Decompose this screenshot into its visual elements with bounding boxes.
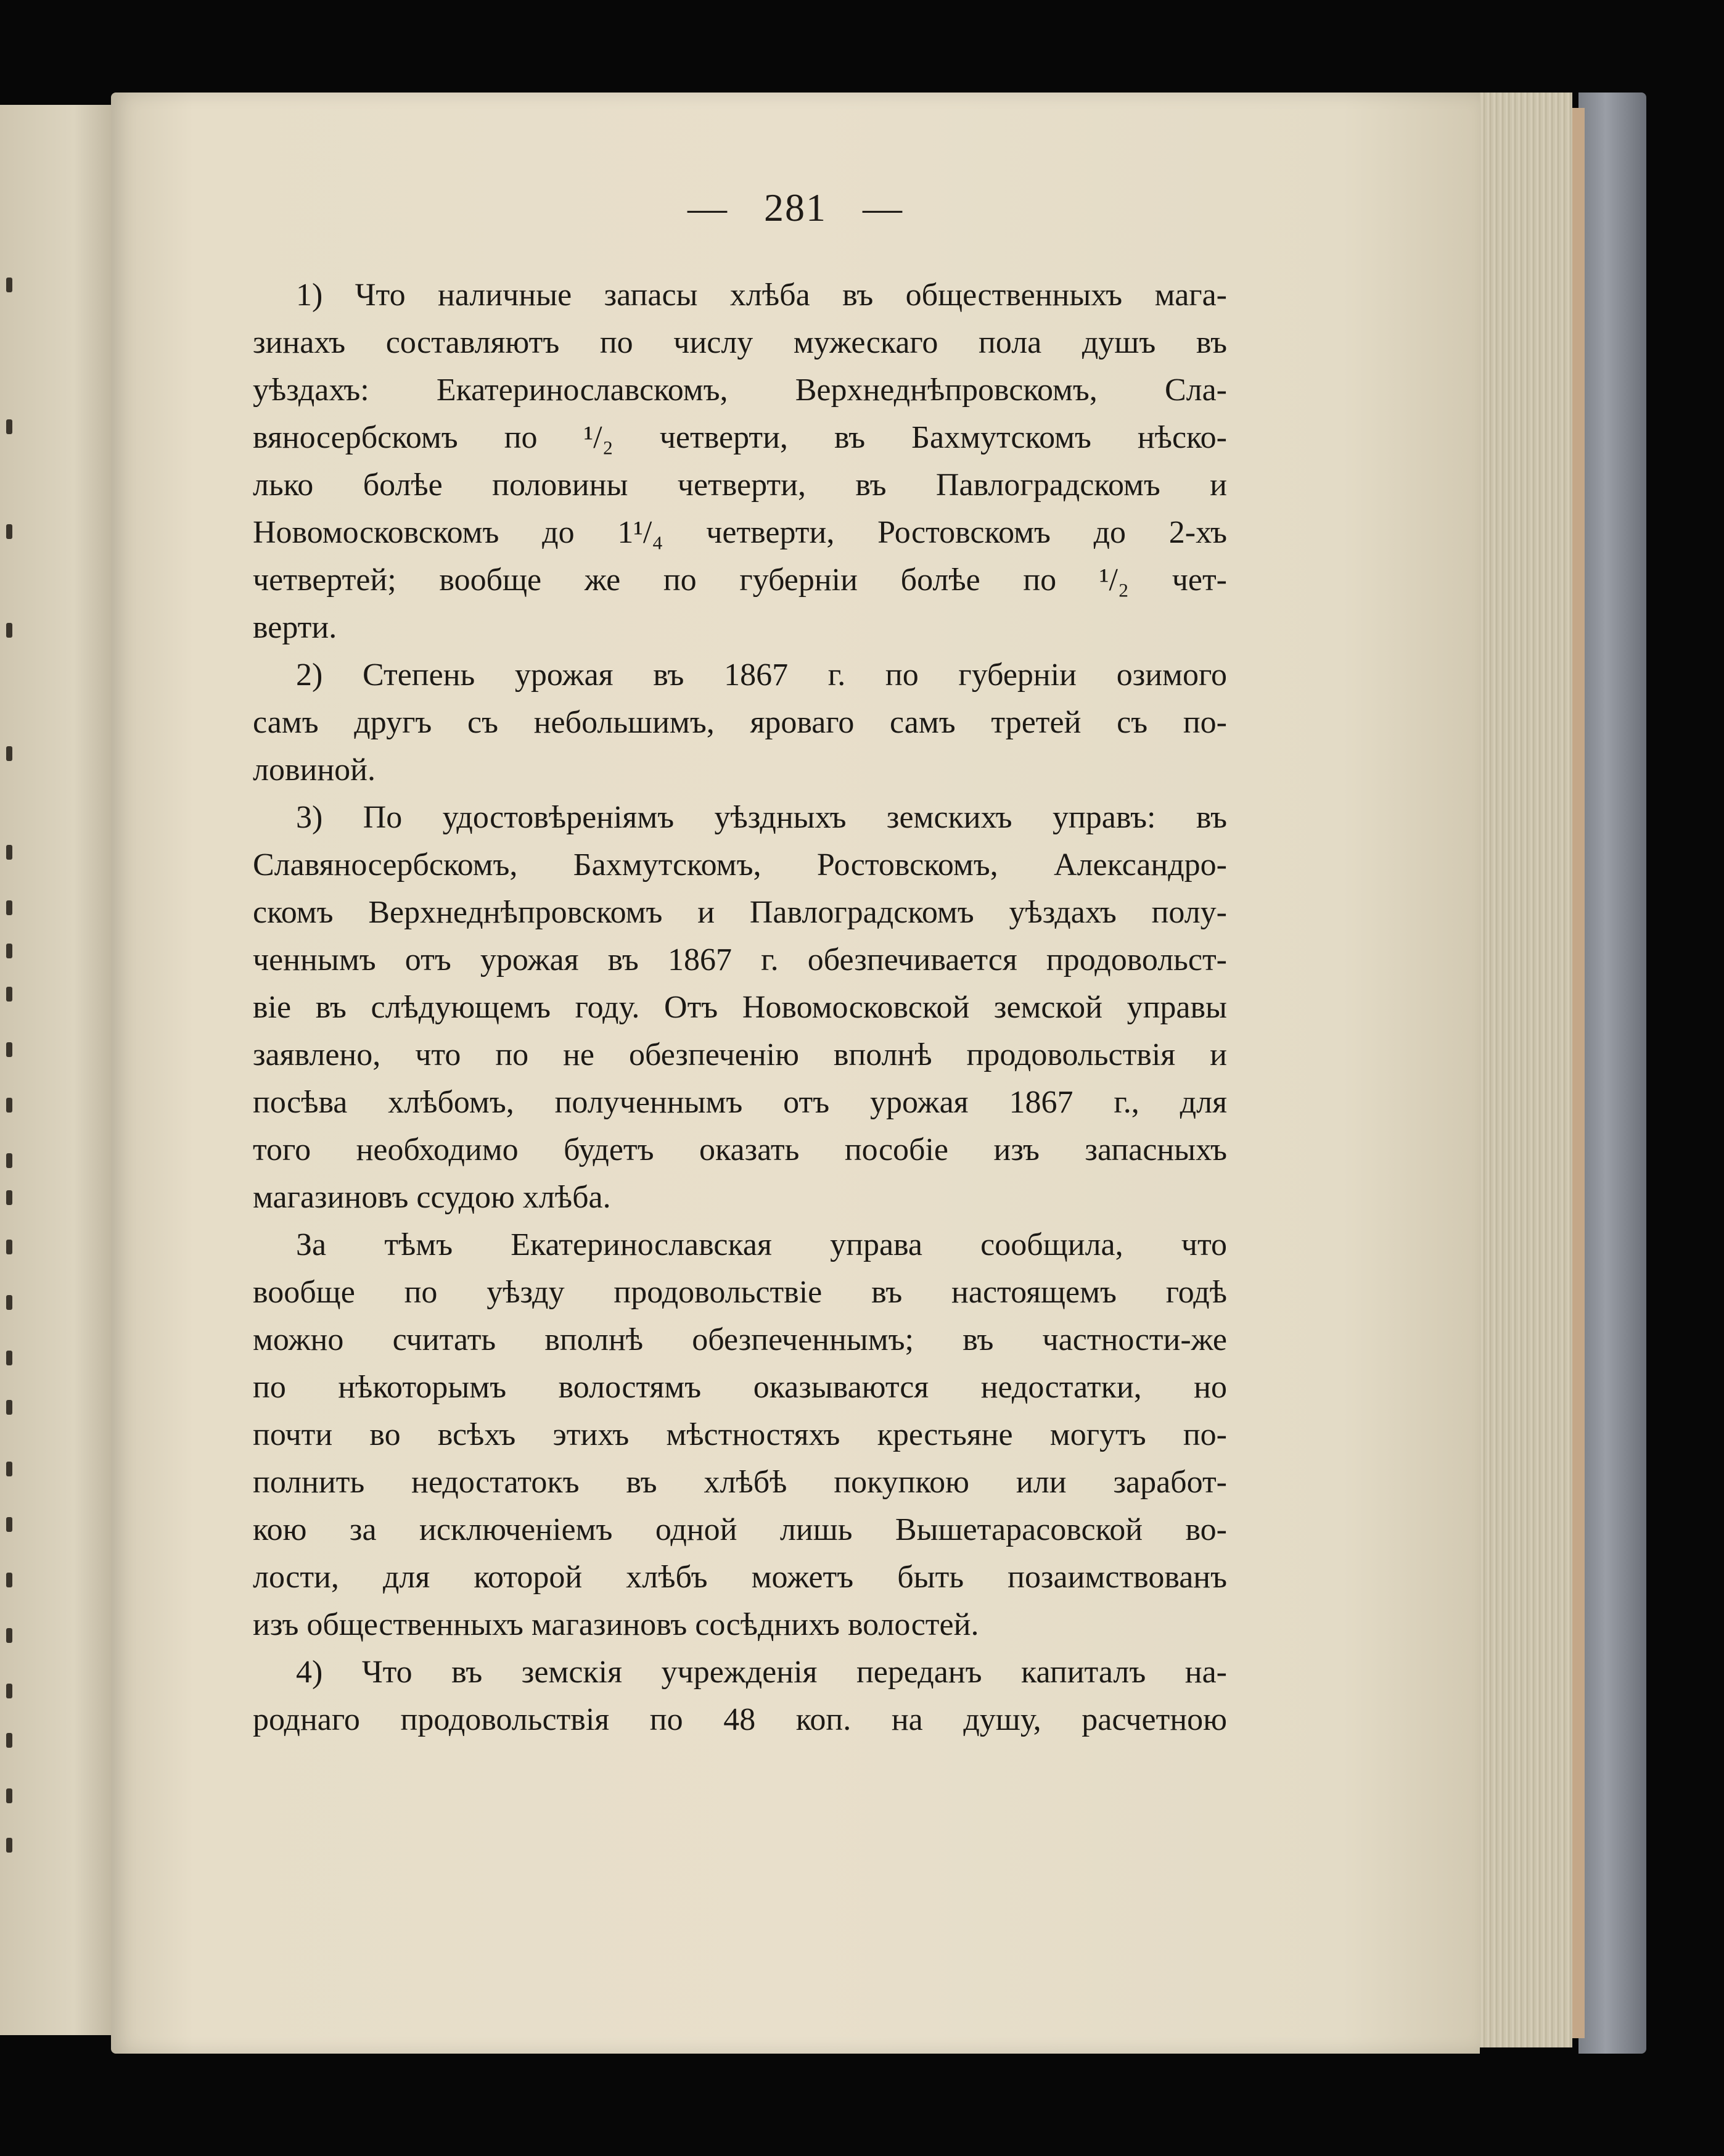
previous-page-text-fragments: [0, 105, 37, 2035]
header-dash-right: —: [863, 186, 903, 229]
text-line: вяносербскомъ по ¹/₂ четверти, въ Бахмутскомъ нѣско-: [253, 420, 1227, 455]
text-line: 1) Что наличные запасы хлѣба въ общественныхъ мага-: [296, 278, 1227, 313]
header-dash-left: —: [688, 186, 728, 229]
text-line: Славяносербскомъ, Бахмутскомъ, Ростовскомъ, Александро-: [253, 847, 1227, 883]
text-line: 4) Что въ земскія учрежденія переданъ капиталъ на-: [296, 1655, 1227, 1690]
text-line: кою за исключеніемъ одной лишь Вышетарасовской во-: [253, 1512, 1227, 1547]
text-line: того необходимо будетъ оказать пособіе изъ запасныхъ: [253, 1132, 1227, 1167]
text-line: лости, для которой хлѣбъ можетъ быть позаимствованъ: [253, 1560, 1227, 1595]
paragraph-5: [253, 1648, 1227, 1743]
text-line: лько болѣе половины четверти, въ Павлоградскомъ и: [253, 467, 1227, 503]
paragraph-2: [253, 651, 1227, 794]
page-fore-edge: [1474, 93, 1572, 2047]
text-line: полнить недостатокъ въ хлѣбѣ покупкою или заработ-: [253, 1465, 1227, 1500]
text-line: почти во всѣхъ этихъ мѣстностяхъ крестьяне могутъ по-: [253, 1417, 1227, 1452]
page-header: [111, 185, 1480, 241]
text-line: вообще по уѣзду продовольствіе въ настоящемъ годѣ: [253, 1275, 1227, 1310]
paragraph-4: [253, 1221, 1227, 1648]
text-line: ченнымъ отъ урожая въ 1867 г. обезпечивается продовольст-: [253, 942, 1227, 977]
text-line: магазиновъ ссудою хлѣба.: [253, 1180, 611, 1215]
previous-page-edge: [0, 105, 123, 2035]
text-line: роднаго продовольствія по 48 коп. на душу, расчетною: [253, 1702, 1227, 1737]
book-cover-edge: [1578, 93, 1646, 2054]
text-line: скомъ Верхнеднѣпровскомъ и Павлоградскомъ уѣздахъ полу-: [253, 895, 1227, 930]
text-line: Новомосковскомъ до 1¹/₄ четверти, Ростовскомъ до 2-хъ: [253, 515, 1227, 550]
text-line: четвертей; вообще же по губерніи болѣе по ¹/₂ чет-: [253, 562, 1227, 598]
text-line: по нѣкоторымъ волостямъ оказываются недостатки, но: [253, 1370, 1227, 1405]
text-line: верти.: [253, 610, 337, 645]
page-number: 281: [764, 186, 827, 229]
text-line: заявлено, что по не обезпеченію вполнѣ продовольствія и: [253, 1037, 1227, 1072]
text-line: можно считать вполнѣ обезпеченнымъ; въ частности-же: [253, 1322, 1227, 1357]
text-line: ловиной.: [253, 752, 376, 788]
page-body-text: [253, 271, 1227, 1743]
text-line: уѣздахъ: Екатеринославскомъ, Верхнеднѣпровскомъ, Сла-: [253, 372, 1227, 408]
text-line: самъ другъ съ небольшимъ, яроваго самъ третей съ по-: [253, 705, 1227, 740]
paragraph-1: [253, 271, 1227, 651]
text-line: изъ общественныхъ магазиновъ сосѣднихъ волостей.: [253, 1607, 979, 1642]
text-line: 2) Степень урожая въ 1867 г. по губерніи озимого: [296, 657, 1227, 693]
text-line: За тѣмъ Екатеринославская управа сообщила, что: [296, 1227, 1227, 1262]
text-line: віе въ слѣдующемъ году. Отъ Новомосковской земской управы: [253, 990, 1227, 1025]
text-line: зинахъ составляютъ по числу мужескаго пола душъ въ: [253, 325, 1227, 360]
text-line: посѣва хлѣбомъ, полученнымъ отъ урожая 1867 г., для: [253, 1085, 1227, 1120]
text-line: 3) По удостовѣреніямъ уѣздныхъ земскихъ управъ: въ: [296, 800, 1227, 835]
paragraph-3: [253, 794, 1227, 1221]
